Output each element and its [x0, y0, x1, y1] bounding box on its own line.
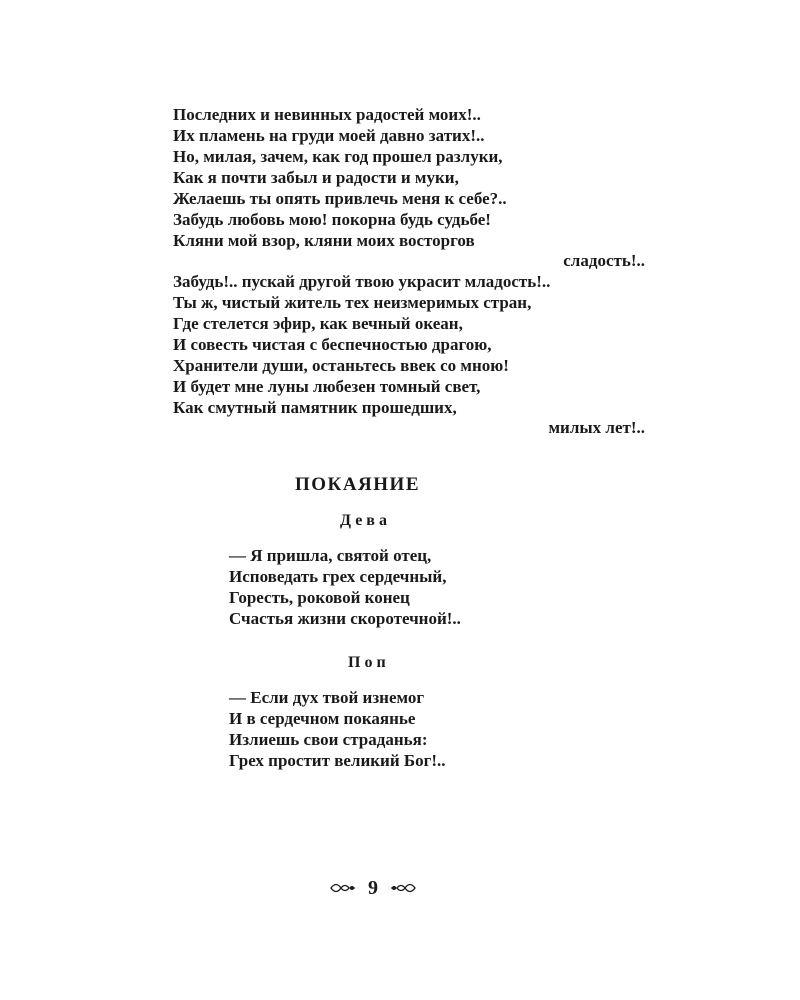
verse-line: Но, милая, зачем, как год прошел разлуки, [173, 147, 503, 166]
verse-line-carryover: сладость!.. [563, 251, 645, 270]
verse-line: И в сердечном покаянье [229, 709, 416, 728]
poem-title: ПОКАЯНИЕ [295, 474, 421, 495]
verse-line: Последних и невинных радостей моих!.. [173, 105, 481, 124]
verse-line: Излиешь свои страданья: [229, 730, 428, 749]
verse-line: — Я пришла, святой отец, [229, 546, 432, 565]
verse-line: Ты ж, чистый житель тех неизмеримых стран, [173, 293, 532, 312]
verse-line: Грех простит великий Бог!.. [229, 751, 446, 770]
verse-line: Горесть, роковой конец [229, 588, 410, 607]
verse-line: И совесть чистая с беспечностью драгою, [173, 335, 492, 354]
verse-line: Как смутный памятник прошедших, [173, 398, 457, 417]
verse-line: — Если дух твой изнемог [229, 688, 425, 707]
speaker-name: Поп [348, 654, 390, 671]
speaker-name: Дева [340, 512, 391, 529]
verse-line: Исповедать грех сердечный, [229, 567, 447, 586]
page-number: 9 [368, 876, 378, 899]
floral-ornament-icon [390, 880, 416, 896]
verse-line: Забудь!.. пускай другой твою украсит младость!.. [173, 272, 551, 291]
page-footer [330, 876, 416, 900]
verse-line: Хранители души, останьтесь ввек со мною! [173, 356, 509, 375]
verse-line: Забудь любовь мою! покорна будь судьбе! [173, 210, 491, 229]
verse-line: И будет мне луны любезен томный свет, [173, 377, 481, 396]
verse-line: Желаешь ты опять привлечь меня к себе?.. [173, 189, 507, 208]
verse-line: Счастья жизни скоротечной!.. [229, 609, 461, 628]
verse-line: Их пламень на груди моей давно затих!.. [173, 126, 485, 145]
verse-line: Как я почти забыл и радости и муки, [173, 168, 459, 187]
floral-ornament-icon [330, 880, 356, 896]
verse-line-carryover: милых лет!.. [548, 418, 645, 437]
verse-line: Где стелется эфир, как вечный океан, [173, 314, 463, 333]
verse-line: Кляни мой взор, кляни моих восторгов [173, 231, 475, 250]
